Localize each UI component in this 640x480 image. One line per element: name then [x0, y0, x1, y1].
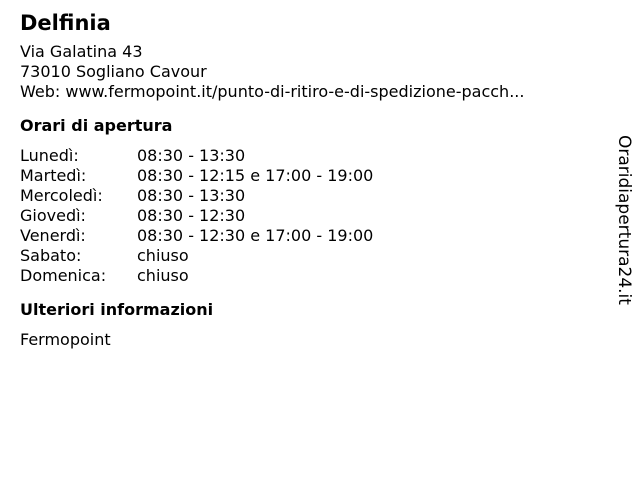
site-brand-vertical: Oraridiapertura24.it [614, 135, 634, 305]
hours-value: chiuso [137, 246, 189, 265]
store-card [20, 10, 600, 350]
opening-hours-table [20, 146, 373, 286]
address-line-2: 73010 Sogliano Cavour [20, 62, 207, 81]
hours-value: chiuso [137, 266, 189, 285]
day-label: Lunedì: [20, 146, 79, 165]
web-label: Web: [20, 82, 61, 101]
day-label: Mercoledì: [20, 186, 103, 205]
address-line-1: Via Galatina 43 [20, 42, 143, 61]
hours-row [20, 206, 373, 226]
day-label: Domenica: [20, 266, 107, 285]
web-link[interactable]: www.fermopoint.it/punto-di-ritiro-e-di-spedizione-pacch... [65, 82, 525, 101]
store-name: Delfinia [20, 11, 111, 35]
hours-value: 08:30 - 12:30 e 17:00 - 19:00 [137, 226, 374, 245]
hours-row [20, 146, 373, 166]
day-label: Venerdì: [20, 226, 86, 245]
additional-info-text: Fermopoint [20, 330, 111, 349]
opening-hours-heading: Orari di apertura [20, 116, 173, 135]
day-label: Sabato: [20, 246, 82, 265]
hours-value: 08:30 - 12:30 [137, 206, 246, 225]
hours-row [20, 246, 373, 266]
hours-value: 08:30 - 12:15 e 17:00 - 19:00 [137, 166, 374, 185]
day-label: Martedì: [20, 166, 87, 185]
additional-info-heading: Ulteriori informazioni [20, 300, 214, 319]
hours-value: 08:30 - 13:30 [137, 146, 246, 165]
hours-row [20, 226, 373, 246]
web-line [20, 82, 600, 102]
hours-row [20, 266, 373, 286]
hours-value: 08:30 - 13:30 [137, 186, 246, 205]
hours-row [20, 166, 373, 186]
day-label: Giovedì: [20, 206, 86, 225]
hours-row [20, 186, 373, 206]
